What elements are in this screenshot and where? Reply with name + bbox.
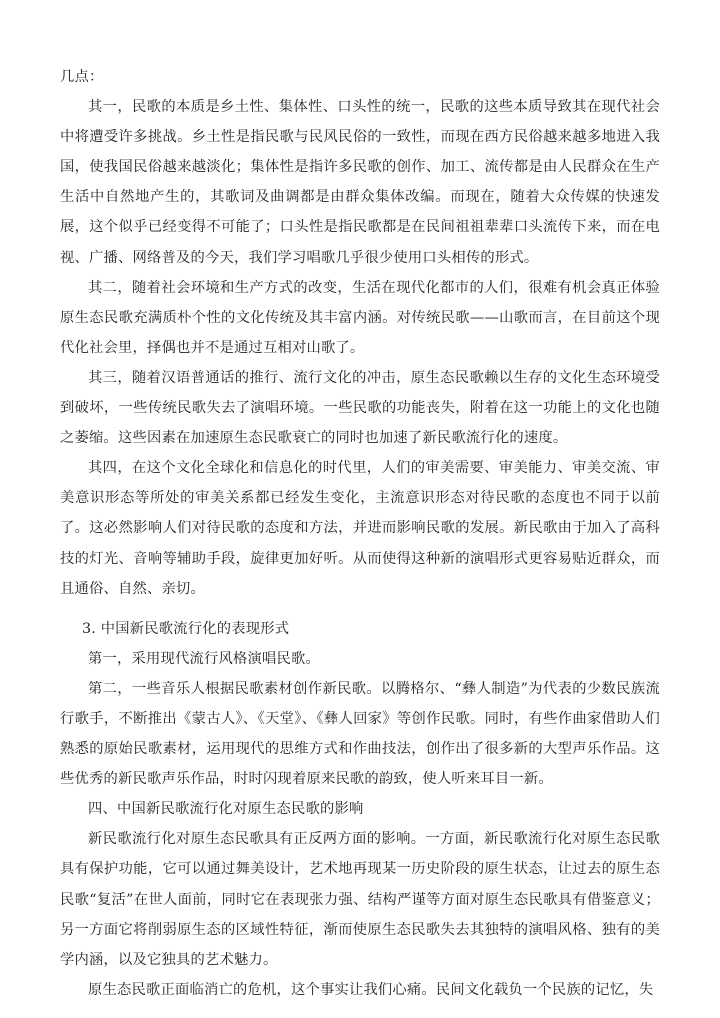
section-heading-4: 四、中国新民歌流行化对原生态民歌的影响 xyxy=(88,801,364,818)
paragraph-intro-fragment: 几点： xyxy=(60,69,104,85)
paragraph-fourth-point: 其四，在这个文化全球化和信息化的时代里，人们的审美需要、审美能力、审美交流、审美意识形态等所处的审美关系都已经发生变化，主流意识形态对待民歌的态度也不同于以前了。这必然影响人们对待民歌的态度和方法，并进而影响民歌的发展。新民歌由于加入了高科技的灯光、音响等辅助手段，旋律更加好听。从而使得这种新的演唱形式更容易贴近群众，而且通俗、自然、亲切。 xyxy=(60,460,660,597)
paragraph-crisis: 原生态民歌正面临消亡的危机，这个事实让我们心痛。民间文化载负一个民族的记忆，失 xyxy=(88,981,654,998)
document-page xyxy=(60,62,660,1002)
paragraph-second-point: 其二，随着社会环境和生产方式的改变，生活在现代化都市的人们，很难有机会真正体验原生态民歌充满质朴个性的文化传统及其丰富内涵。对传统民歌——山歌而言，在目前这个现代化社会里，择偶也并不是通过互相对山歌了。 xyxy=(60,279,660,356)
paragraph-impact: 新民歌流行化对原生态民歌具有正反两方面的影响。一方面，新民歌流行化对原生态民歌具有保护功能，它可以通过舞美设计，艺术地再现某一历史阶段的原生状态，让过去的原生态民歌“复活”在世人面前，同时它在表现张力强、结构严谨等方面对原生态民歌具有借鉴意义；另一方面它将削弱原生态的区域性特征，渐而使原生态民歌失去其独特的演唱风格、独有的美学内涵，以及它独具的艺术魅力。 xyxy=(60,831,660,968)
paragraph-third-point: 其三，随着汉语普通话的推行、流行文化的冲击，原生态民歌赖以生存的文化生态环境受到破坏，一些传统民歌失去了演唱环境。一些民歌的功能丧失，附着在这一功能上的文化也随之萎缩。这些因素在加速原生态民歌衰亡的同时也加速了新民歌流行化的速度。 xyxy=(60,369,660,447)
paragraph-form-two: 第二，一些音乐人根据民歌素材创作新民歌。以腾格尔、“彝人制造”为代表的少数民族流行歌手，不断推出《蒙古人》、《天堂》、《彝人回家》等创作民歌。同时，有些作曲家借助人们熟悉的原始民歌素材，运用现代的思维方式和作曲技法，创作出了很多新的大型声乐作品。这些优秀的新民歌声乐作品，时时闪现着原来民歌的韵致，使人听来耳目一新。 xyxy=(60,680,660,788)
paragraph-form-one: 第一，采用现代流行风格演唱民歌。 xyxy=(88,650,320,667)
paragraph-first-point: 其一，民歌的本质是乡土性、集体性、口头性的统一，民歌的这些本质导致其在现代社会中将遭受许多挑战。乡土性是指民歌与民风民俗的一致性，而现在西方民俗越来越多地进入我国，使我国民俗越来越淡化；集体性是指许多民歌的创作、加工、流传都是由人民群众在生产生活中自然地产生的，其歌词及曲调都是由群众集体改编。而现在，随着大众传媒的快速发展，这个似乎已经变得不可能了；口头性是指民歌都是在民间祖祖辈辈口头流传下来，而在电视、广播、网络普及的今天，我们学习唱歌几乎很少使用口头相传的形式。 xyxy=(60,99,660,266)
section-heading-3: 3. 中国新民歌流行化的表现形式 xyxy=(82,620,290,637)
